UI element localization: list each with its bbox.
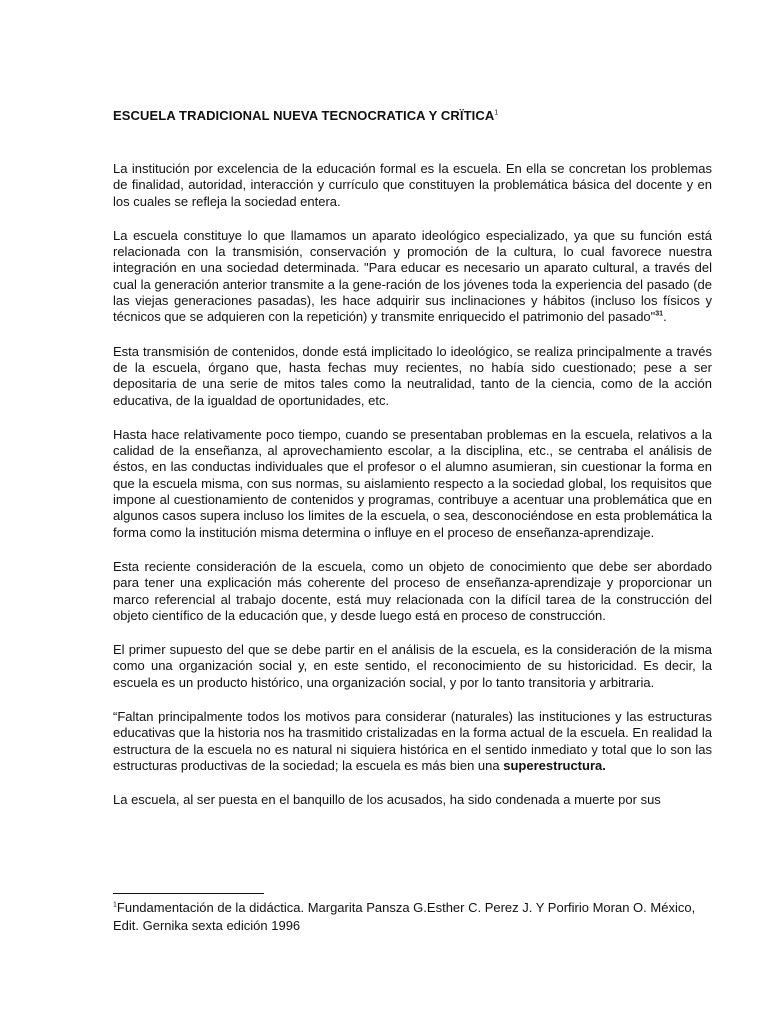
title-footnote-mark: 1 [494,109,499,117]
footnote-text: Fundamentación de la didáctica. Margarita Pansza G.Esther C. Perez J. Y Porfirio Moran O. México, Edit. Gernika sexta edición 1996 [113,900,696,933]
paragraph-2 [113,228,712,326]
paragraph-2-text: La escuela constituye lo que llamamos un aparato ideológico especializado, ya que su función está relacionada con la transmisión, conservación y promoción de la cultura, lo cual favorece nuestra integración en una sociedad determinada. "Para educar es necesario un aparato cultural, a través del cual la generación anterior transmite a la gene-ración de los jóvenes toda la experiencia del pasado (de las viejas generaciones pasadas), les hace adquirir sus inclinaciones y hábitos (incluso los físicos y técnicos que se adquieren con la repetición) y transmite enriquecido el patrimonio del pasado" [113,227,712,325]
document-page [113,0,712,1024]
paragraph-5: Esta reciente consideración de la escuela, como un objeto de conocimiento que debe ser abordado para tener una explicación más coherente del proceso de enseñanza-aprendizaje y proporcionar un marco referencial al trabajo docente, está muy relacionada con la difícil tarea de la construcción del objeto científico de la educación que, y desde luego está en proceso de construcción. [113,558,712,623]
paragraph-6: El primer supuesto del que se debe partir en el análisis de la escuela, es la consideración de la misma como una organización social y, en este sentido, el reconocimiento de su historicidad. Es decir, la escuela es un producto histórico, una organización social, y por lo tanto transitoria y arbitraria. [113,642,712,690]
emphasis-superestructura: superestructura. [503,757,606,773]
footnote-separator [113,893,264,894]
title-text: ESCUELA TRADICIONAL NUEVA TECNOCRATICA Y CRÏTICA [113,108,495,123]
paragraph-2-end: . [663,309,667,325]
paragraph-8: La escuela, al ser puesta en el banquillo de los acusados, ha sido condenada a muerte por sus [113,792,661,808]
paragraph-4: Hasta hace relativamente poco tiempo, cuando se presentaban problemas en la escuela, relativos a la calidad de la enseñanza, al aprovechamiento escolar, a la disciplina, etc., se centraba el análisis de éstos, en las conductas individuales que el profesor o el alumno asumieran, sin cuestionar la forma en que la escuela misma, con sus normas, su aislamiento respecto a la sociedad global, los requisitos que impone al cuestionamiento de contenidos y programas, contribuye a acentuar una problemática que en algunos casos supera incluso los limites de la escuela, o sea, desconociéndose en esta problemática la forma como la institución misma determina o influye en el proceso de enseñanza-aprendizaje. [113,426,712,540]
document-title [113,108,498,123]
paragraph-7 [113,709,712,774]
paragraph-3: Esta transmisión de contenidos, donde está implicitado lo ideológico, se realiza principalmente a través de la escuela, órgano que, hasta fechas muy recientes, no había sido cuestionado; pese a ser depositaria de una serie de mitos tales como la neutralidad, tanto de la ciencia, como de la acción educativa, de la igualdad de oportunidades, etc. [113,343,712,408]
footnote [113,899,712,935]
body-text [113,161,712,827]
citation-mark: 31 [655,311,664,319]
paragraph-1: La institución por excelencia de la educación formal es la escuela. En ella se concretan los problemas de finalidad, autoridad, interacción y currículo que constituyen la problemática básica del docente y en los cuales se refleja la sociedad entera. [113,161,712,209]
paragraph-7-text: “Faltan principalmente todos los motivos para considerar (naturales) las instituciones y las estructuras educativas que la historia nos ha trasmitido cristalizadas en la forma actual de la escuela. En realidad la estructura de la escuela no es natural ni siquiera histórica en el sentido inmediato y total que lo son las estructuras productivas de la sociedad; la escuela es más bien una [113,709,712,773]
footnote-mark: 1 [113,901,117,909]
